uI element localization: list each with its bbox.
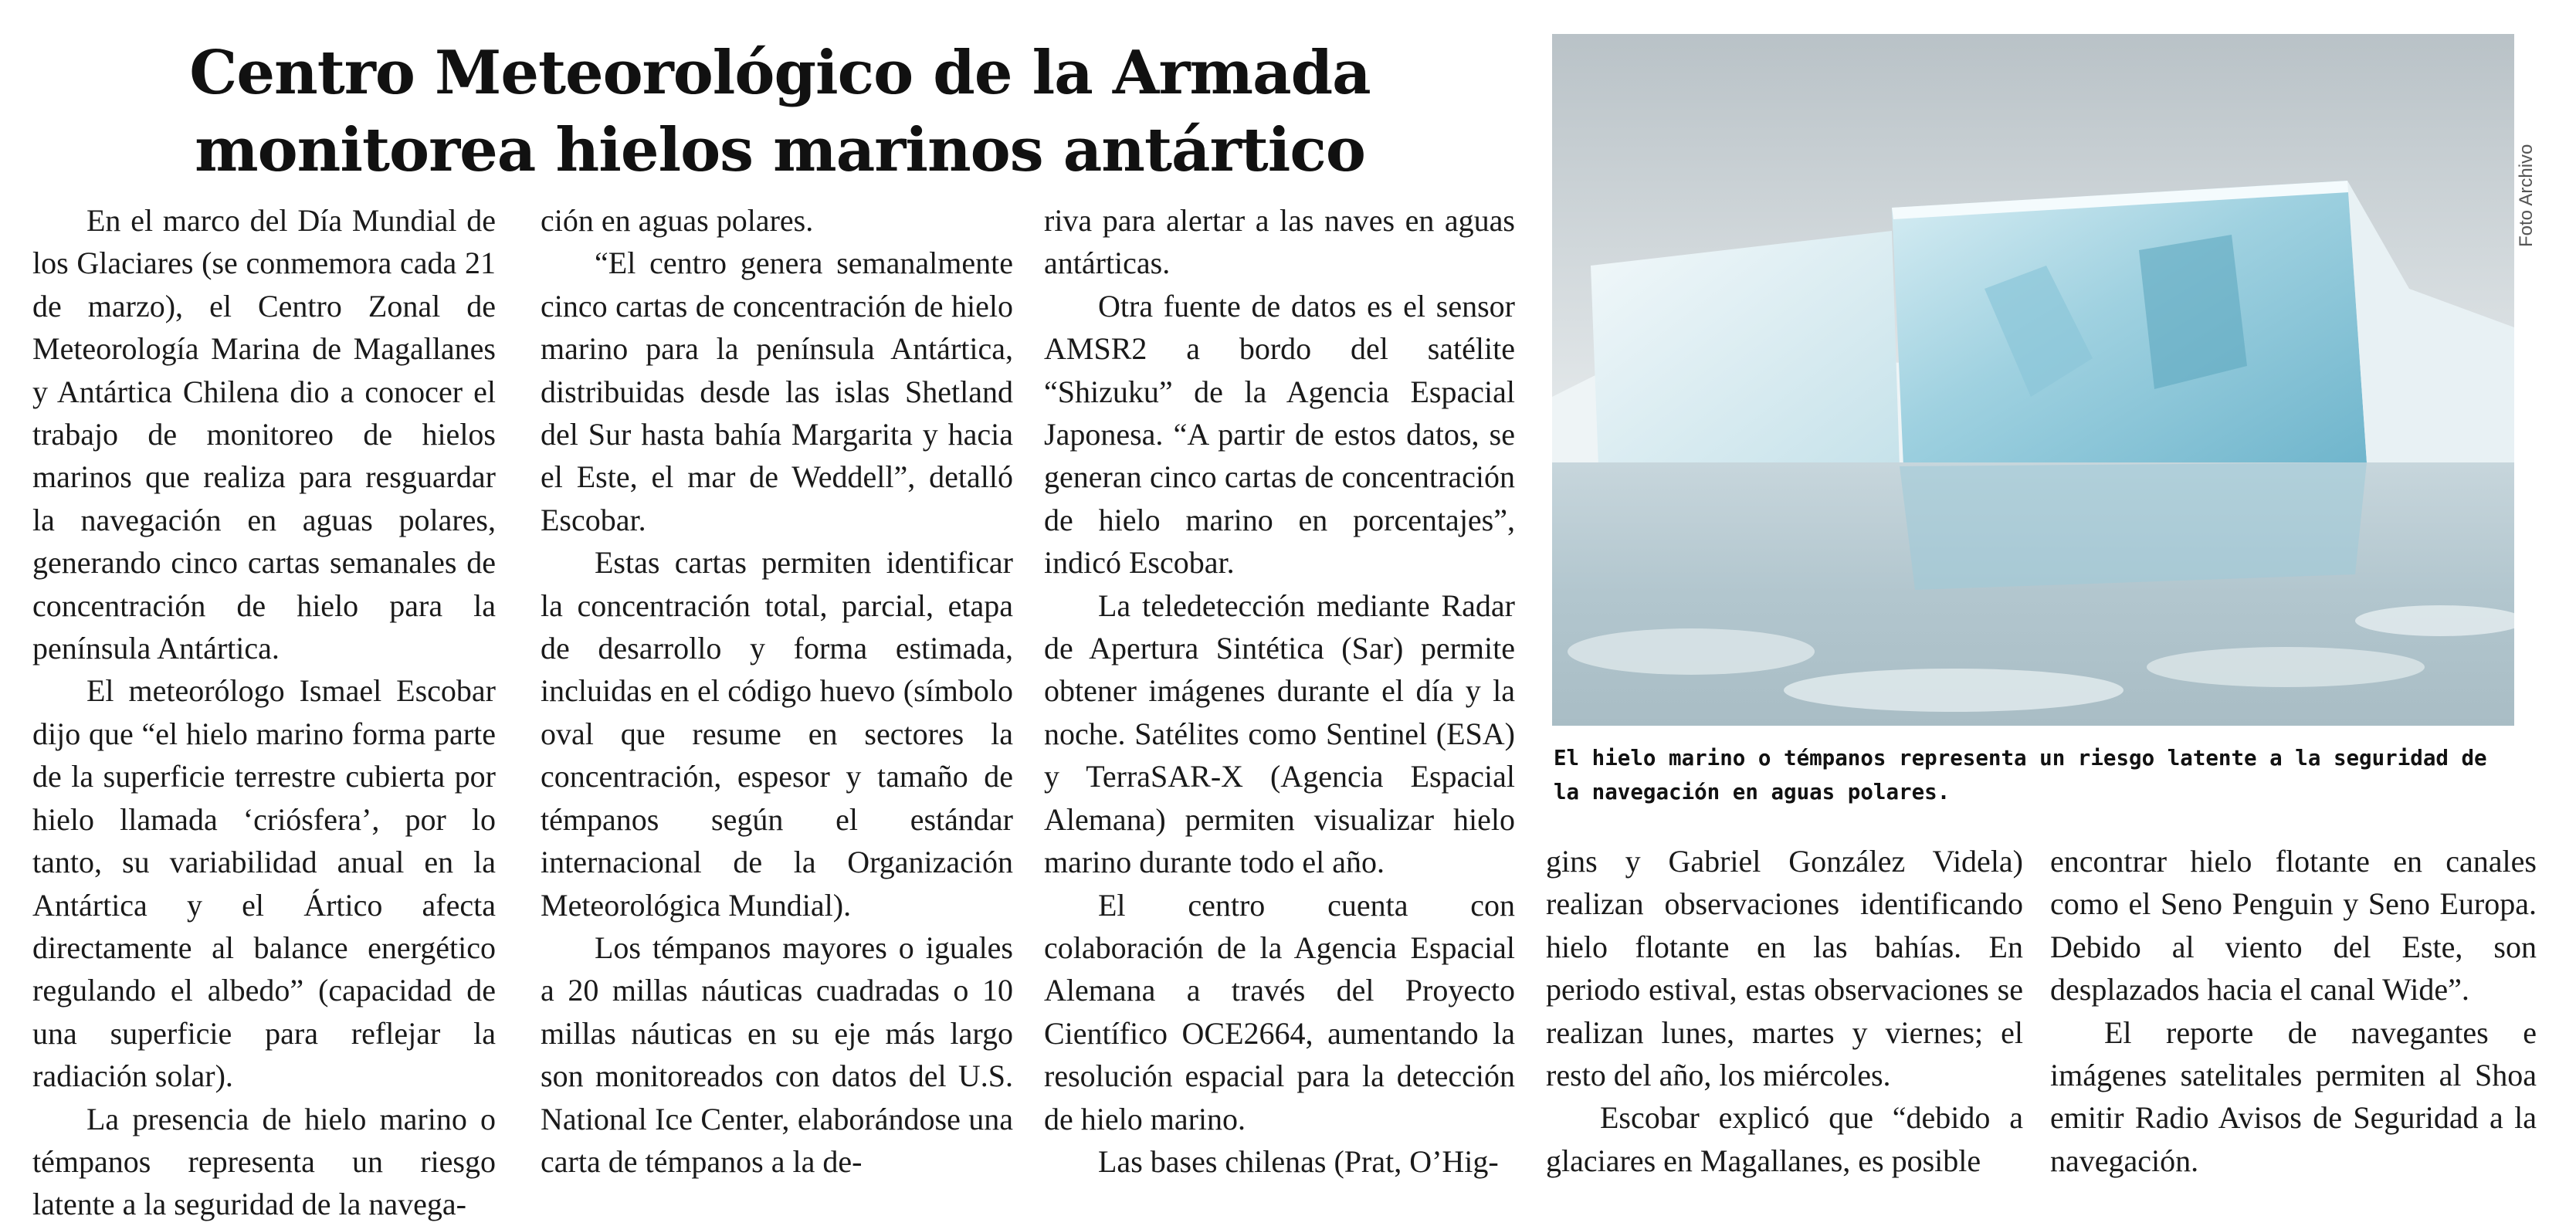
body-paragraph: encontrar hielo flotante en canales como el Seno Penguin y Seno Europa. Debido al viento del Este, son desplazados hacia el canal Wide”. xyxy=(2050,844,2537,1008)
body-paragraph: Otra fuente de datos es el sensor AMSR2 a bordo del satélite “Shizuku” de la Agencia Espacial Japonesa. “A partir de estos datos, se generan cinco cartas de concentración de hielo marino en porcentajes”, indicó Escobar. xyxy=(1044,288,1515,581)
iceberg-illustration xyxy=(1552,34,2514,726)
body-paragraph: Escobar explicó que “debido a glaciares en Magallanes, es posible xyxy=(1546,1100,2023,1178)
text-column-5 xyxy=(2050,840,2537,1182)
body-paragraph: riva para alertar a las naves en aguas antárticas. xyxy=(1044,203,1515,281)
body-paragraph: El reporte de navegantes e imágenes satelitales permiten al Shoa emitir Radio Avisos de Seguridad a la navegación. xyxy=(2050,1014,2537,1178)
article-headline xyxy=(39,35,1521,189)
photo-caption xyxy=(1554,741,2519,809)
photo-credit: Foto Archivo xyxy=(2516,144,2537,247)
caption-line-1: El hielo marino o témpanos representa un riesgo latente a la seguridad de xyxy=(1554,746,2487,770)
headline-line-1: Centro Meteorológico de la Armada xyxy=(189,38,1371,108)
body-paragraph: “El centro genera semanalmente cinco cartas de concentración de hielo marino para la península Antártica, distribuidas desde las islas Shetland del Sur hasta bahía Margarita y hacia el Este, el mar de Weddell”, detalló Escobar. xyxy=(541,246,1013,537)
body-paragraph: ción en aguas polares. xyxy=(541,203,814,238)
body-paragraph: El meteorólogo Ismael Escobar dijo que “el hielo marino forma parte de la superficie terrestre cubierta por hielo llamada ‘criósfera’, por lo tanto, su variabilidad anual en la Antártica y el Ártico afecta directamente al balance energético regulando el albedo” (capacidad de una superficie para reflejar la radiación solar). xyxy=(32,673,496,1094)
body-paragraph: El centro cuenta con colaboración de la Agencia Espacial Alemana a través del Proyecto Científico OCE2664, aumentando la resolución espacial para la detección de hielo marino. xyxy=(1044,887,1515,1136)
caption-line-2: la navegación en aguas polares. xyxy=(1554,780,1951,804)
text-column-1 xyxy=(32,199,496,1226)
text-column-2 xyxy=(541,199,1013,1183)
body-paragraph: La teledetección mediante Radar de Apertura Sintética (Sar) permite obtener imágenes durante el día y la noche. Satélites como Sentinel (ESA) y TerraSAR-X (Agencia Espacial Alemana) permiten visualizar hielo marino durante todo el año. xyxy=(1044,588,1515,880)
text-column-3 xyxy=(1044,199,1515,1183)
body-paragraph: gins y Gabriel González Videla) realizan observaciones identificando hielo flotante en las bahías. En periodo estival, estas observaciones se realizan lunes, martes y viernes; el resto del año, los miércoles. xyxy=(1546,844,2023,1093)
body-paragraph: La presencia de hielo marino o témpanos representa un riesgo latente a la seguridad de la navega- xyxy=(32,1101,496,1222)
body-paragraph: Los témpanos mayores o iguales a 20 millas náuticas cuadradas o 10 millas náuticas en su eje más largo son monitoreados con datos del U.S. National Ice Center, elaborándose una carta de témpanos a la de- xyxy=(541,930,1013,1179)
text-column-4 xyxy=(1546,840,2023,1182)
body-paragraph: Estas cartas permiten identificar la concentración total, parcial, etapa de desarrollo y forma estimada, incluidas en el código huevo (símbolo oval que resume en sectores la concentración, espesor y tamaño de témpanos según el estándar internacional de la Organización Meteorológica Mundial). xyxy=(541,545,1013,923)
body-paragraph: Las bases chilenas (Prat, O’Hig- xyxy=(1098,1143,1499,1179)
headline-line-2: monitorea hielos marinos antártico xyxy=(195,115,1365,185)
iceberg-photo xyxy=(1552,34,2514,726)
body-paragraph: En el marco del Día Mundial de los Glaciares (se conmemora cada 21 de marzo), el Centro Zonal de Meteorología Marina de Magallanes y Antártica Chilena dio a conocer el trabajo de monitoreo de hielos marinos que realiza para resguardar la navegación en aguas polares, generando cinco cartas semanales de concentración de hielo para la península Antártica. xyxy=(32,203,496,666)
